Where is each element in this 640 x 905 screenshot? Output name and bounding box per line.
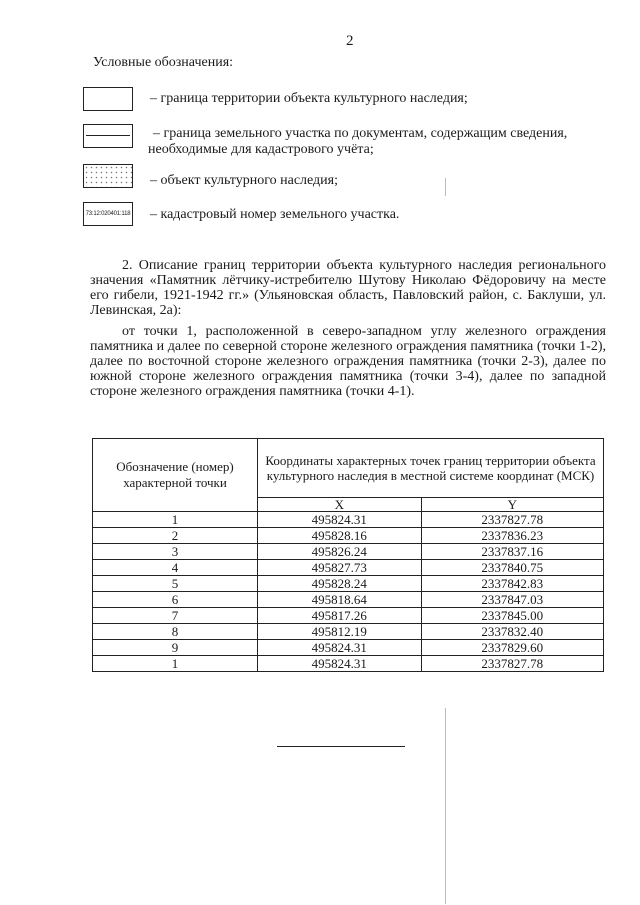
cell-y: 2337829.60 <box>421 640 603 656</box>
cell-y: 2337837.16 <box>421 544 603 560</box>
cell-x: 495818.64 <box>258 592 422 608</box>
cell-point: 1 <box>93 512 258 528</box>
cell-point: 4 <box>93 560 258 576</box>
legend-swatch-heritage-object <box>83 164 133 188</box>
table-row <box>93 592 604 608</box>
cell-point: 3 <box>93 544 258 560</box>
cell-y: 2337827.78 <box>421 512 603 528</box>
legend-swatch-heritage-boundary <box>83 87 133 111</box>
cell-y: 2337836.23 <box>421 528 603 544</box>
table-row <box>93 544 604 560</box>
header-x: X <box>258 498 422 512</box>
cell-y: 2337832.40 <box>421 624 603 640</box>
header-y: Y <box>421 498 603 512</box>
table-row <box>93 576 604 592</box>
table-row <box>93 640 604 656</box>
cell-point: 8 <box>93 624 258 640</box>
cell-y: 2337845.00 <box>421 608 603 624</box>
legend-label-heritage-boundary: – граница территории объекта культурного наследия; <box>150 91 468 106</box>
cell-x: 495828.16 <box>258 528 422 544</box>
boundary-description-heading: 2. Описание границ территории объекта культурного наследия регионального значения «Памятник лётчику-истребителю Шутову Николаю Фёдоровичу на месте его гибели, 1921-1942 гг.» (Ульяновская область, Павловский район, с. Баклуши, ул. Левинская, 2а): <box>90 258 606 318</box>
cell-y: 2337842.83 <box>421 576 603 592</box>
cell-x: 495817.26 <box>258 608 422 624</box>
boundary-description-text: от точки 1, расположенной в северо-западном углу железного ограждения памятника и далее по северной стороне железного ограждения памятника (точки 1-2), далее по восточной стороне железного ограждения памятника (точки 2-3), далее по южной стороне железного ограждения памятника (точки 3-4), далее по западной стороне железного ограждения памятника (точки 4-1). <box>90 324 606 399</box>
cell-point: 6 <box>93 592 258 608</box>
cell-x: 495824.31 <box>258 512 422 528</box>
cell-point: 9 <box>93 640 258 656</box>
legend-label-heritage-object: – объект культурного наследия; <box>150 173 338 188</box>
table-row <box>93 624 604 640</box>
cell-y: 2337847.03 <box>421 592 603 608</box>
table-row <box>93 512 604 528</box>
legend-label-cadastral-number: – кадастровый номер земельного участка. <box>150 207 400 222</box>
signature-line <box>277 746 405 747</box>
table-row <box>93 608 604 624</box>
cell-point: 1 <box>93 656 258 672</box>
cell-point: 5 <box>93 576 258 592</box>
cell-x: 495828.24 <box>258 576 422 592</box>
cell-y: 2337827.78 <box>421 656 603 672</box>
table-row <box>93 528 604 544</box>
header-point-number: Обозначение (номер) характерной точки <box>93 439 258 512</box>
cell-y: 2337840.75 <box>421 560 603 576</box>
page-number: 2 <box>346 33 354 49</box>
table-row <box>93 560 604 576</box>
legend-swatch-cadastral-number: 73:12:020401:118 <box>83 202 133 226</box>
cell-x: 495812.19 <box>258 624 422 640</box>
table-row <box>93 656 604 672</box>
header-coordinates: Координаты характерных точек границ территории объекта культурного наследия в местной системе координат (МСК) <box>258 439 604 498</box>
cell-x: 495827.73 <box>258 560 422 576</box>
cell-x: 495826.24 <box>258 544 422 560</box>
legend-title: Условные обозначения: <box>93 55 234 70</box>
cell-point: 2 <box>93 528 258 544</box>
legend-swatch-land-plot-boundary <box>83 124 133 148</box>
cell-x: 495824.31 <box>258 656 422 672</box>
legend-label-land-plot-boundary: – граница земельного участка по документам, содержащим сведения, необходимые для кадастрового учёта; <box>148 126 568 157</box>
scan-artifact-line <box>445 178 446 196</box>
cell-x: 495824.31 <box>258 640 422 656</box>
scan-artifact-line <box>445 708 446 904</box>
cell-point: 7 <box>93 608 258 624</box>
coordinates-table <box>92 438 604 672</box>
